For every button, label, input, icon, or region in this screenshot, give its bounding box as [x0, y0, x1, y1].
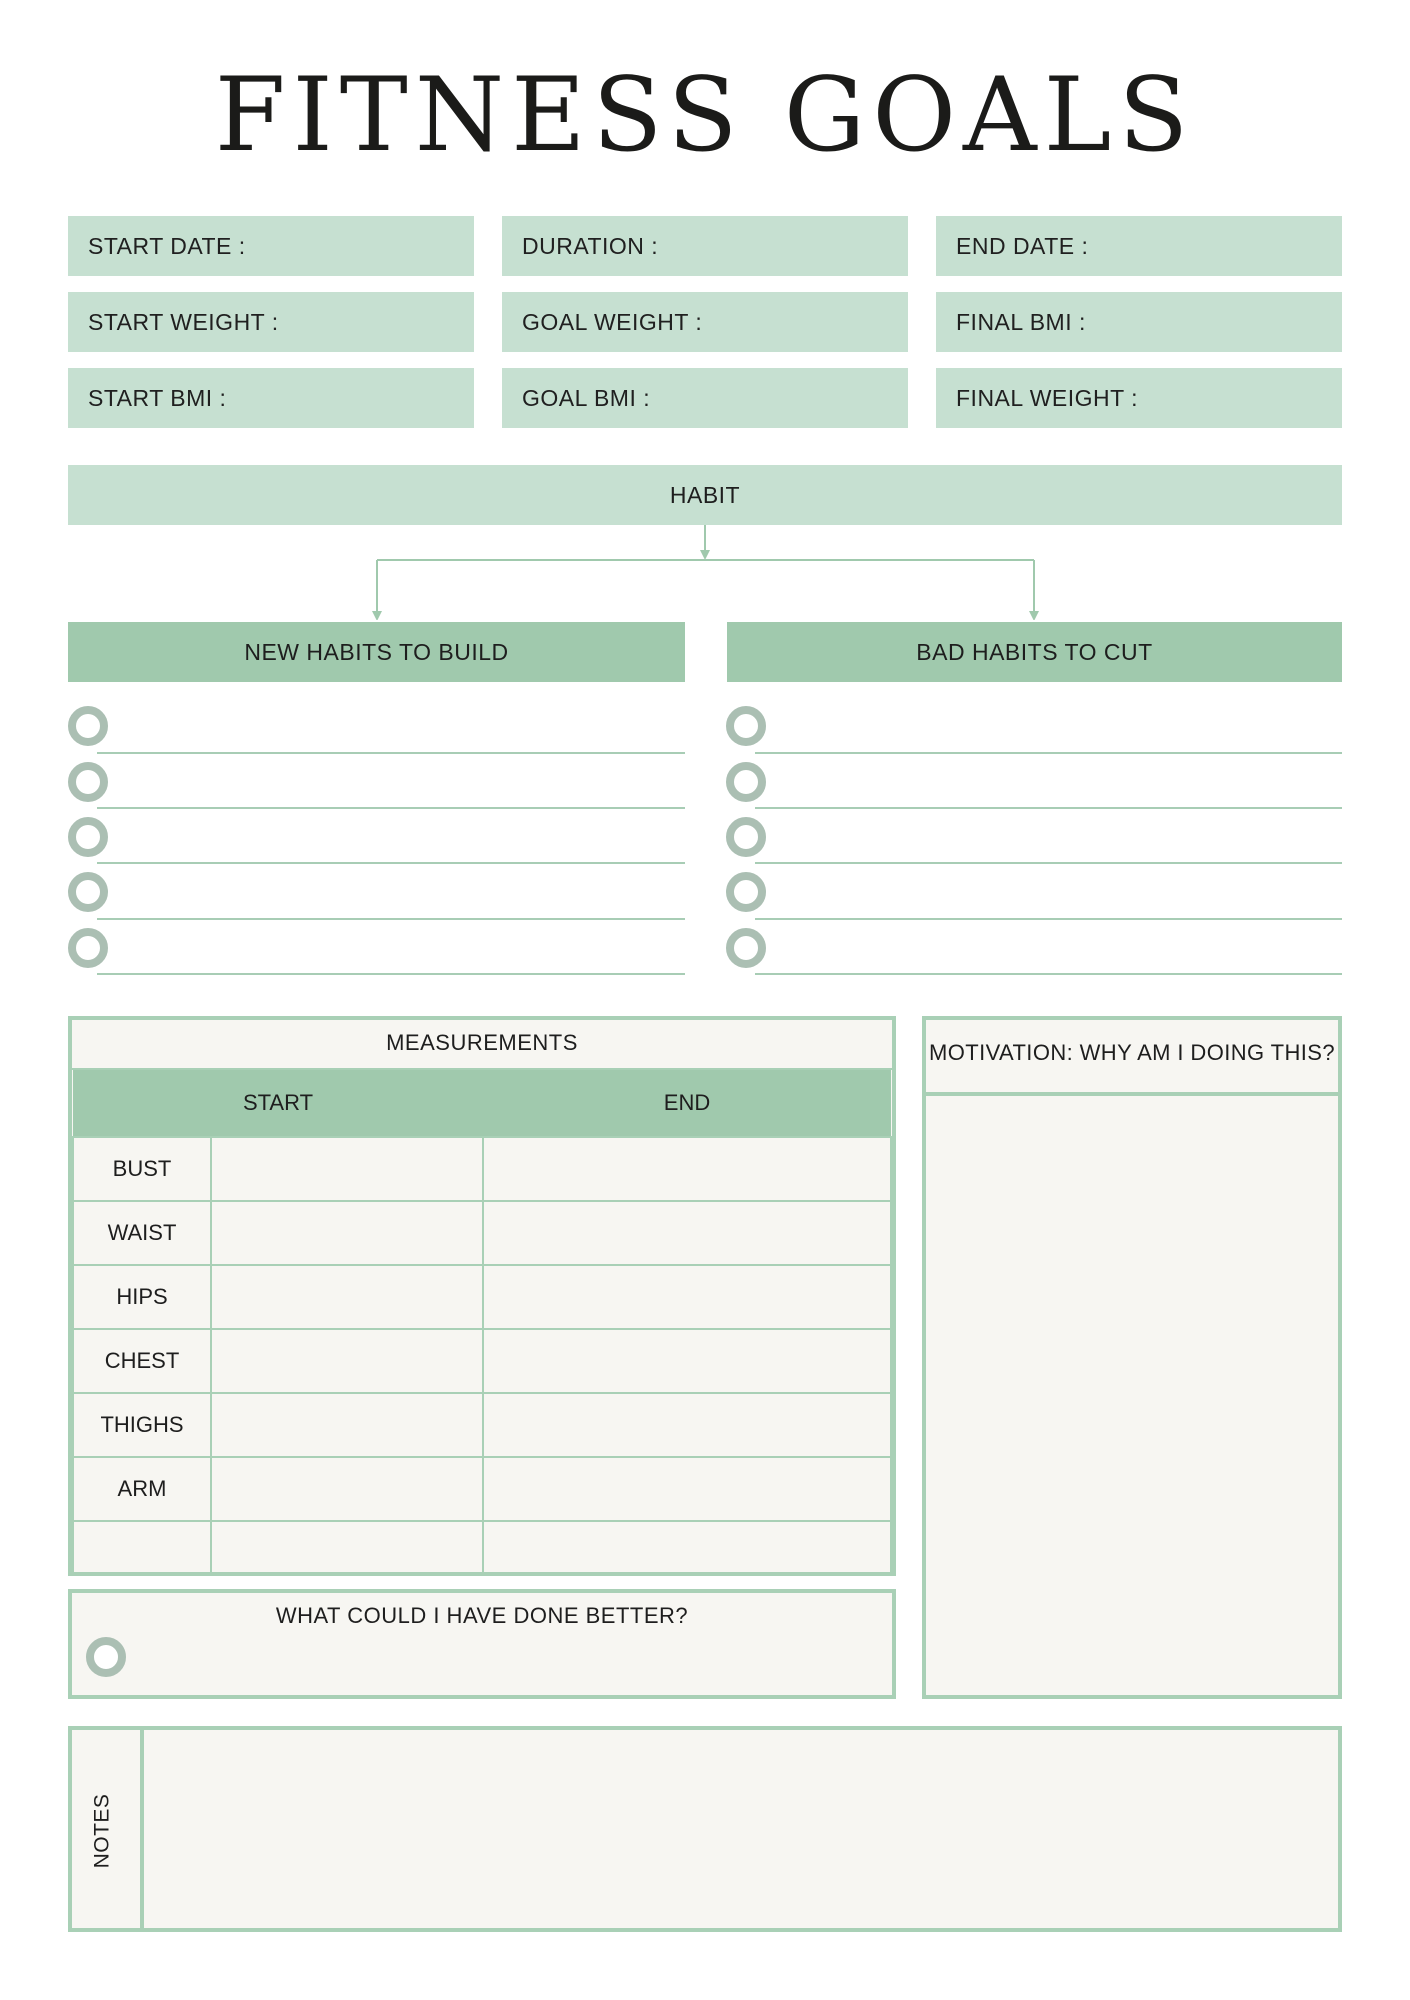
motivation-text-area[interactable]	[926, 1096, 1338, 1695]
row-label[interactable]	[73, 1521, 211, 1575]
bad-habits-header: BAD HABITS TO CUT	[727, 622, 1342, 682]
checkbox-circle-icon[interactable]	[68, 762, 108, 802]
table-row	[73, 1329, 891, 1393]
start-cell[interactable]	[211, 1137, 483, 1201]
row-label: CHEST	[73, 1329, 211, 1393]
habit-entry-line[interactable]	[755, 918, 1342, 920]
checkbox-circle-icon[interactable]	[68, 872, 108, 912]
end-cell[interactable]	[483, 1329, 891, 1393]
end-cell[interactable]	[483, 1393, 891, 1457]
start-weight-field[interactable]: START WEIGHT :	[68, 292, 474, 352]
row-label: HIPS	[73, 1265, 211, 1329]
start-cell[interactable]	[211, 1457, 483, 1521]
measurements-title: MEASUREMENTS	[72, 1020, 892, 1070]
start-cell[interactable]	[211, 1393, 483, 1457]
checkbox-circle-icon[interactable]	[86, 1637, 126, 1677]
habit-entry-line[interactable]	[97, 973, 685, 975]
end-column-header: END	[483, 1070, 891, 1137]
goal-bmi-field[interactable]: GOAL BMI :	[502, 368, 908, 428]
checkbox-circle-icon[interactable]	[726, 872, 766, 912]
final-bmi-field[interactable]: FINAL BMI :	[936, 292, 1342, 352]
notes-text-area[interactable]	[144, 1730, 1338, 1928]
habit-entry-line[interactable]	[755, 752, 1342, 754]
new-habits-header: NEW HABITS TO BUILD	[68, 622, 685, 682]
table-row	[73, 1201, 891, 1265]
measurements-table	[72, 1070, 892, 1576]
start-cell[interactable]	[211, 1201, 483, 1265]
start-cell[interactable]	[211, 1265, 483, 1329]
motivation-title: MOTIVATION: WHY AM I DOING THIS?	[926, 1020, 1338, 1096]
done-better-title: WHAT COULD I HAVE DONE BETTER?	[275, 1603, 689, 1628]
row-label: THIGHS	[73, 1393, 211, 1457]
checkbox-circle-icon[interactable]	[726, 817, 766, 857]
end-cell[interactable]	[483, 1201, 891, 1265]
end-cell[interactable]	[483, 1265, 891, 1329]
start-bmi-field[interactable]: START BMI :	[68, 368, 474, 428]
table-row	[73, 1265, 891, 1329]
row-label: WAIST	[73, 1201, 211, 1265]
table-row	[73, 1457, 891, 1521]
notes-panel	[68, 1726, 1342, 1932]
start-date-field[interactable]: START DATE :	[68, 216, 474, 276]
checkbox-circle-icon[interactable]	[68, 817, 108, 857]
habit-entry-line[interactable]	[755, 862, 1342, 864]
row-label: ARM	[73, 1457, 211, 1521]
habit-entry-line[interactable]	[97, 862, 685, 864]
habit-connector-arrows	[0, 520, 1410, 620]
row-label: BUST	[73, 1137, 211, 1201]
end-cell[interactable]	[483, 1137, 891, 1201]
habit-entry-line[interactable]	[755, 973, 1342, 975]
checkbox-circle-icon[interactable]	[68, 928, 108, 968]
habit-entry-line[interactable]	[755, 807, 1342, 809]
checkbox-circle-icon[interactable]	[68, 706, 108, 746]
done-better-panel	[68, 1589, 896, 1699]
measurements-panel	[68, 1016, 896, 1576]
final-weight-field[interactable]: FINAL WEIGHT :	[936, 368, 1342, 428]
page-title: FITNESS GOALS	[214, 56, 1196, 175]
end-cell[interactable]	[483, 1521, 891, 1575]
table-row	[73, 1393, 891, 1457]
end-date-field[interactable]: END DATE :	[936, 216, 1342, 276]
checkbox-circle-icon[interactable]	[726, 928, 766, 968]
start-column-header: START	[73, 1070, 483, 1137]
table-row	[73, 1137, 891, 1201]
habit-header: HABIT	[68, 465, 1342, 525]
checkbox-circle-icon[interactable]	[726, 762, 766, 802]
duration-field[interactable]: DURATION :	[502, 216, 908, 276]
checkbox-circle-icon[interactable]	[726, 706, 766, 746]
notes-label-text: NOTES	[90, 1793, 113, 1869]
end-cell[interactable]	[483, 1457, 891, 1521]
start-cell[interactable]	[211, 1521, 483, 1575]
goal-weight-field[interactable]: GOAL WEIGHT :	[502, 292, 908, 352]
start-cell[interactable]	[211, 1329, 483, 1393]
habit-entry-line[interactable]	[97, 807, 685, 809]
habit-entry-line[interactable]	[97, 918, 685, 920]
habit-entry-line[interactable]	[97, 752, 685, 754]
notes-label	[66, 1734, 138, 1928]
table-row	[73, 1521, 891, 1575]
motivation-panel	[922, 1016, 1342, 1699]
